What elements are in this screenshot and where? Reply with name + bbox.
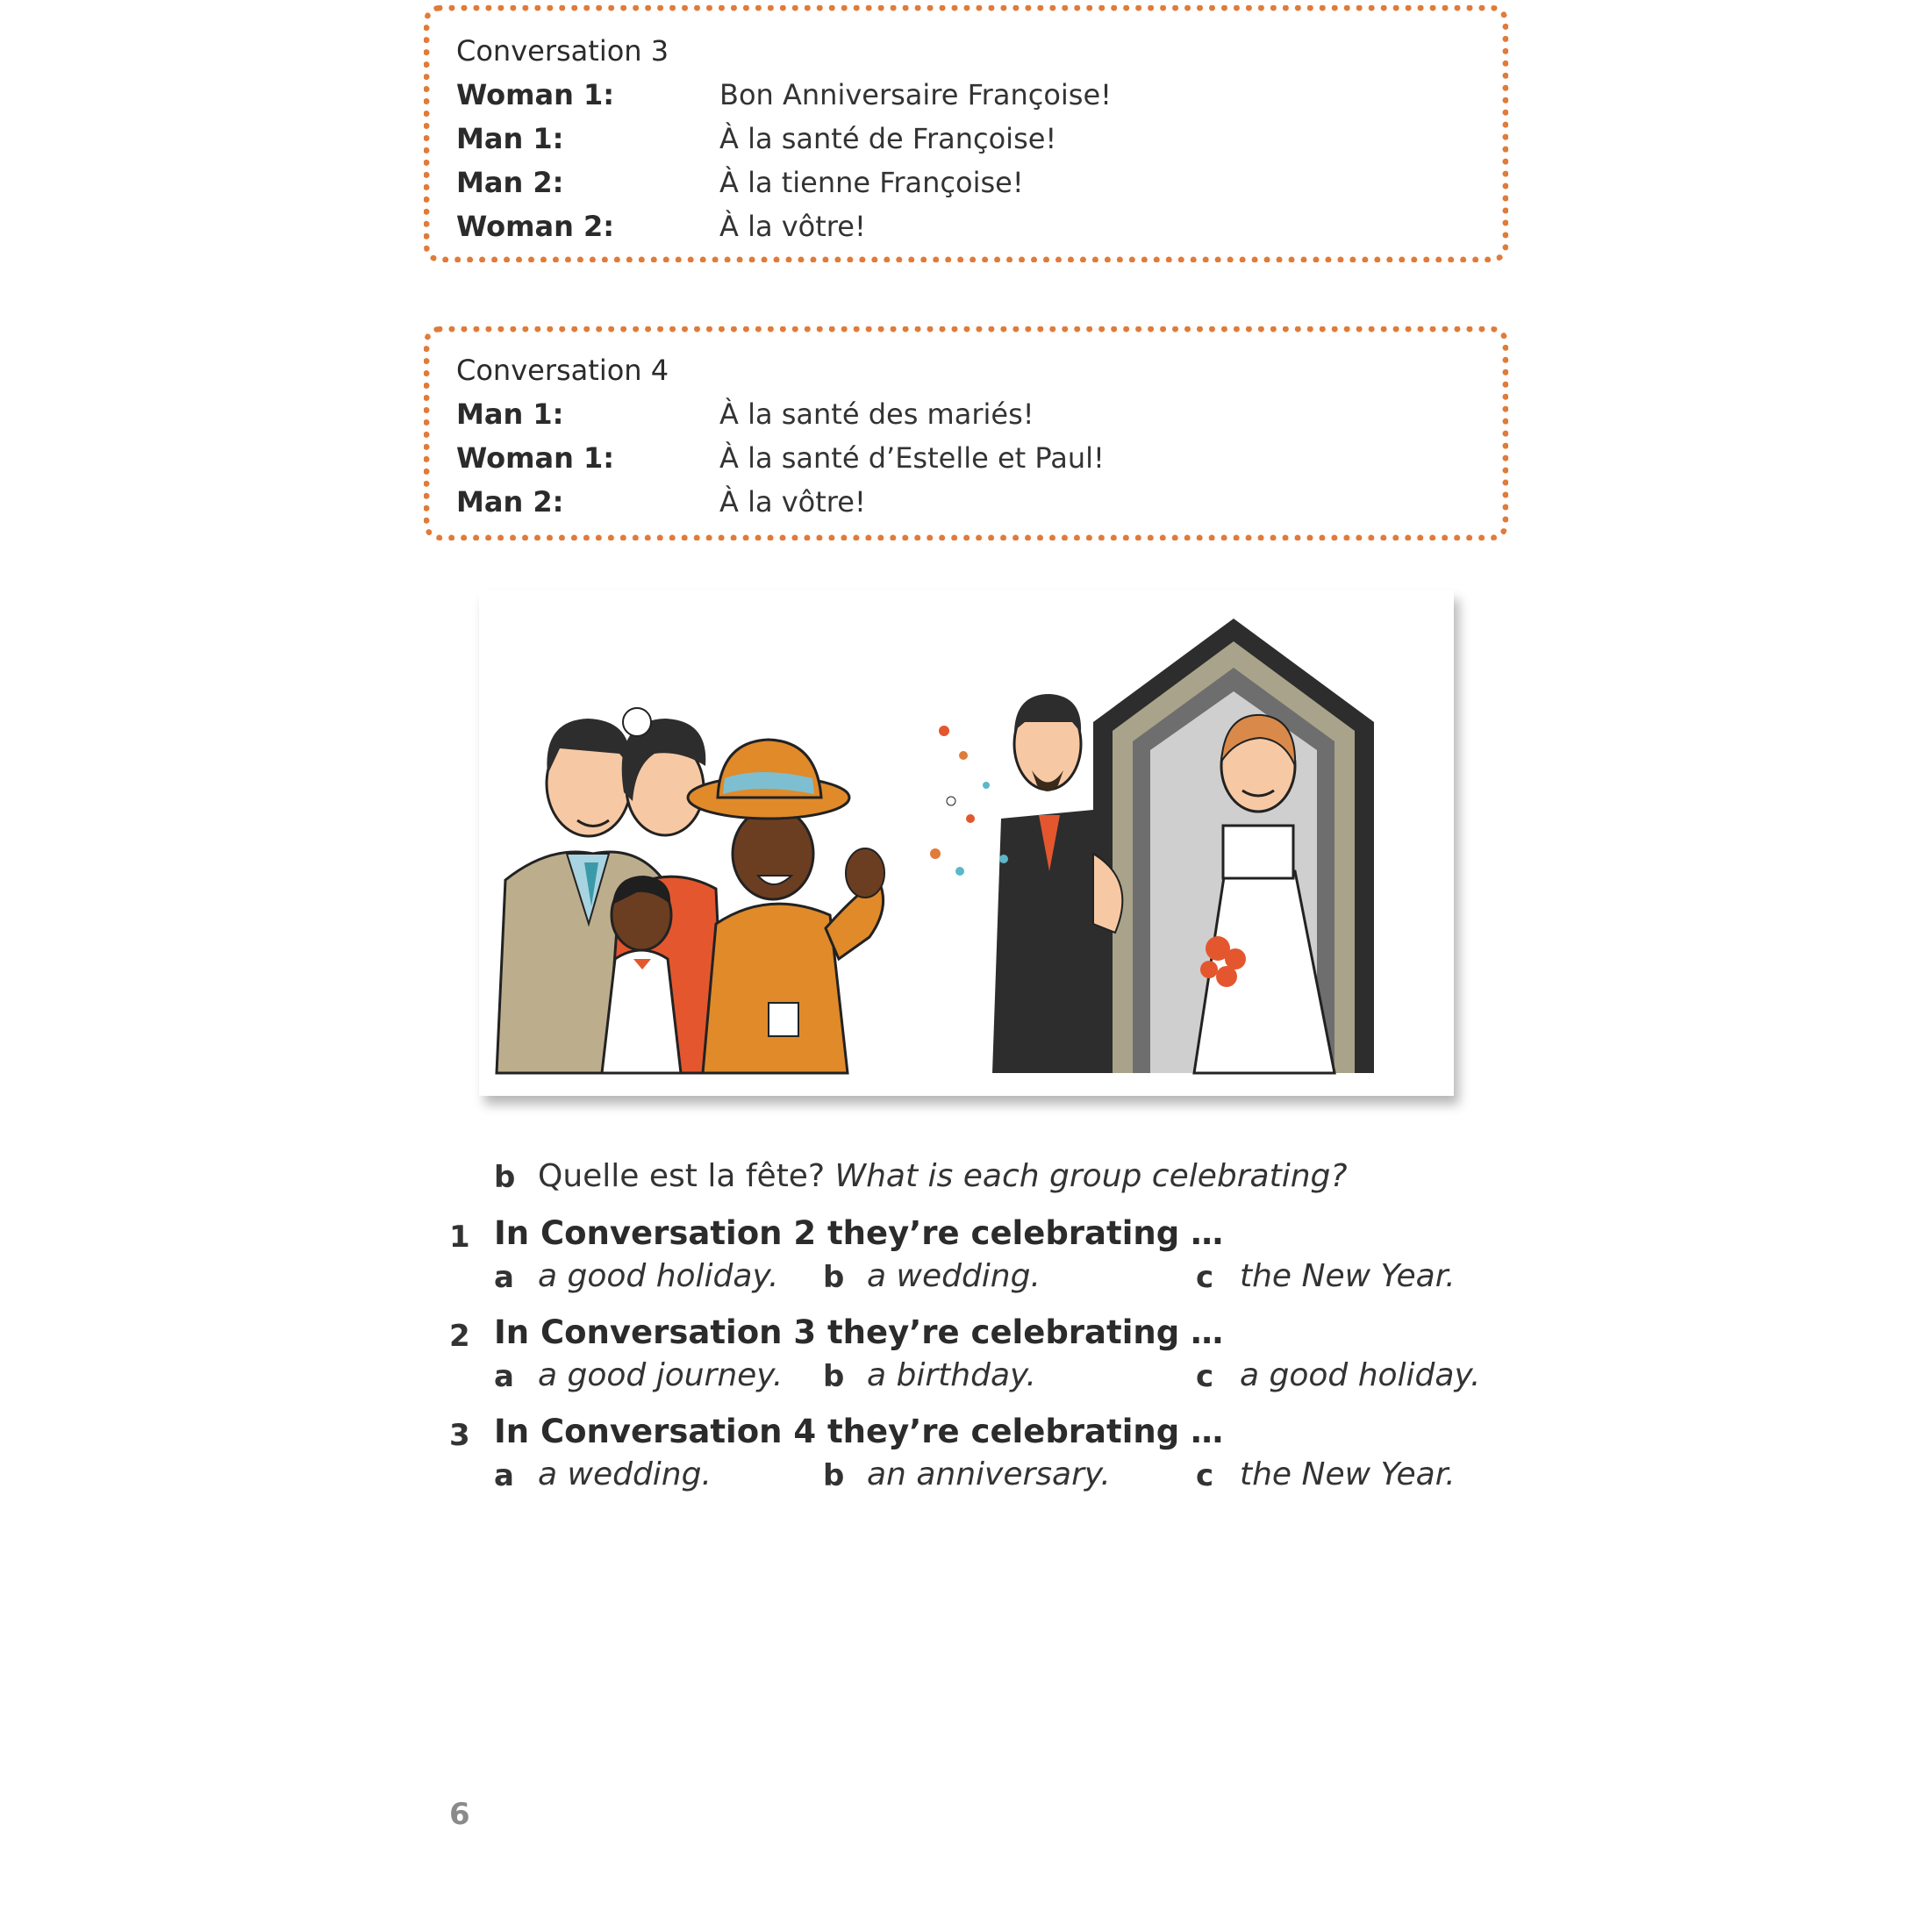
utterance: À la vôtre! xyxy=(719,485,866,519)
option-letter: b xyxy=(823,1260,845,1295)
speaker-label: Woman 1: xyxy=(456,78,615,111)
option-letter: c xyxy=(1196,1359,1214,1394)
option-text: a good journey. xyxy=(538,1357,784,1393)
question-text: In Conversation 3 they’re celebrating … xyxy=(494,1313,1224,1351)
dialogue-line xyxy=(456,441,1465,480)
speaker-label: Woman 2: xyxy=(456,210,615,243)
dialogue-line xyxy=(456,210,1465,248)
question-text: In Conversation 2 they’re celebrating … xyxy=(494,1214,1224,1252)
question-number: 2 xyxy=(449,1319,470,1354)
option-text: a good holiday. xyxy=(538,1258,779,1294)
utterance: Bon Anniversaire Françoise! xyxy=(719,78,1112,111)
option-text: an anniversary. xyxy=(867,1456,1111,1492)
speaker-label: Man 1: xyxy=(456,397,564,431)
option-letter: a xyxy=(494,1260,514,1295)
option-letter: a xyxy=(494,1458,514,1493)
exercise-letter: b xyxy=(494,1160,516,1195)
dialogue-line xyxy=(456,122,1465,161)
option-text: the New Year. xyxy=(1240,1258,1456,1294)
utterance: À la tienne Françoise! xyxy=(719,166,1024,199)
option-letter: b xyxy=(823,1359,845,1394)
utterance: À la santé de Françoise! xyxy=(719,122,1057,155)
speaker-label: Man 2: xyxy=(456,166,564,199)
option-letter: a xyxy=(494,1359,514,1394)
utterance: À la vôtre! xyxy=(719,210,866,243)
page-number: 6 xyxy=(449,1797,470,1832)
option-letter: c xyxy=(1196,1260,1214,1295)
exercise-prompt-english: What is each group celebrating? xyxy=(834,1158,1348,1194)
conversation-4-box xyxy=(424,326,1508,540)
option-text: the New Year. xyxy=(1240,1456,1456,1492)
dialogue-line xyxy=(456,485,1465,524)
dialogue-line xyxy=(456,78,1465,117)
option-text: a good holiday. xyxy=(1240,1357,1481,1393)
exercise-prompt-french: Quelle est la fête? xyxy=(538,1158,826,1194)
dialogue-line xyxy=(456,166,1465,204)
utterance: À la santé des mariés! xyxy=(719,397,1034,431)
conversation-4-title: Conversation 4 xyxy=(456,354,669,387)
option-text: a birthday. xyxy=(867,1357,1036,1393)
question-text: In Conversation 4 they’re celebrating … xyxy=(494,1413,1224,1450)
dialogue-line xyxy=(456,397,1465,436)
speaker-label: Man 1: xyxy=(456,122,564,155)
conversation-3-box xyxy=(424,5,1508,262)
option-text: a wedding. xyxy=(538,1456,712,1492)
question-number: 1 xyxy=(449,1220,470,1255)
option-letter: c xyxy=(1196,1458,1214,1493)
conversation-3-title: Conversation 3 xyxy=(456,34,669,68)
speaker-label: Man 2: xyxy=(456,485,564,519)
utterance: À la santé d’Estelle et Paul! xyxy=(719,441,1105,475)
wedding-illustration xyxy=(479,590,1454,1096)
option-text: a wedding. xyxy=(867,1258,1041,1294)
option-letter: b xyxy=(823,1458,845,1493)
speaker-label: Woman 1: xyxy=(456,441,615,475)
question-number: 3 xyxy=(449,1418,470,1453)
wedding-scene-image xyxy=(479,590,1454,1096)
exercise-prompt xyxy=(538,1158,1348,1194)
